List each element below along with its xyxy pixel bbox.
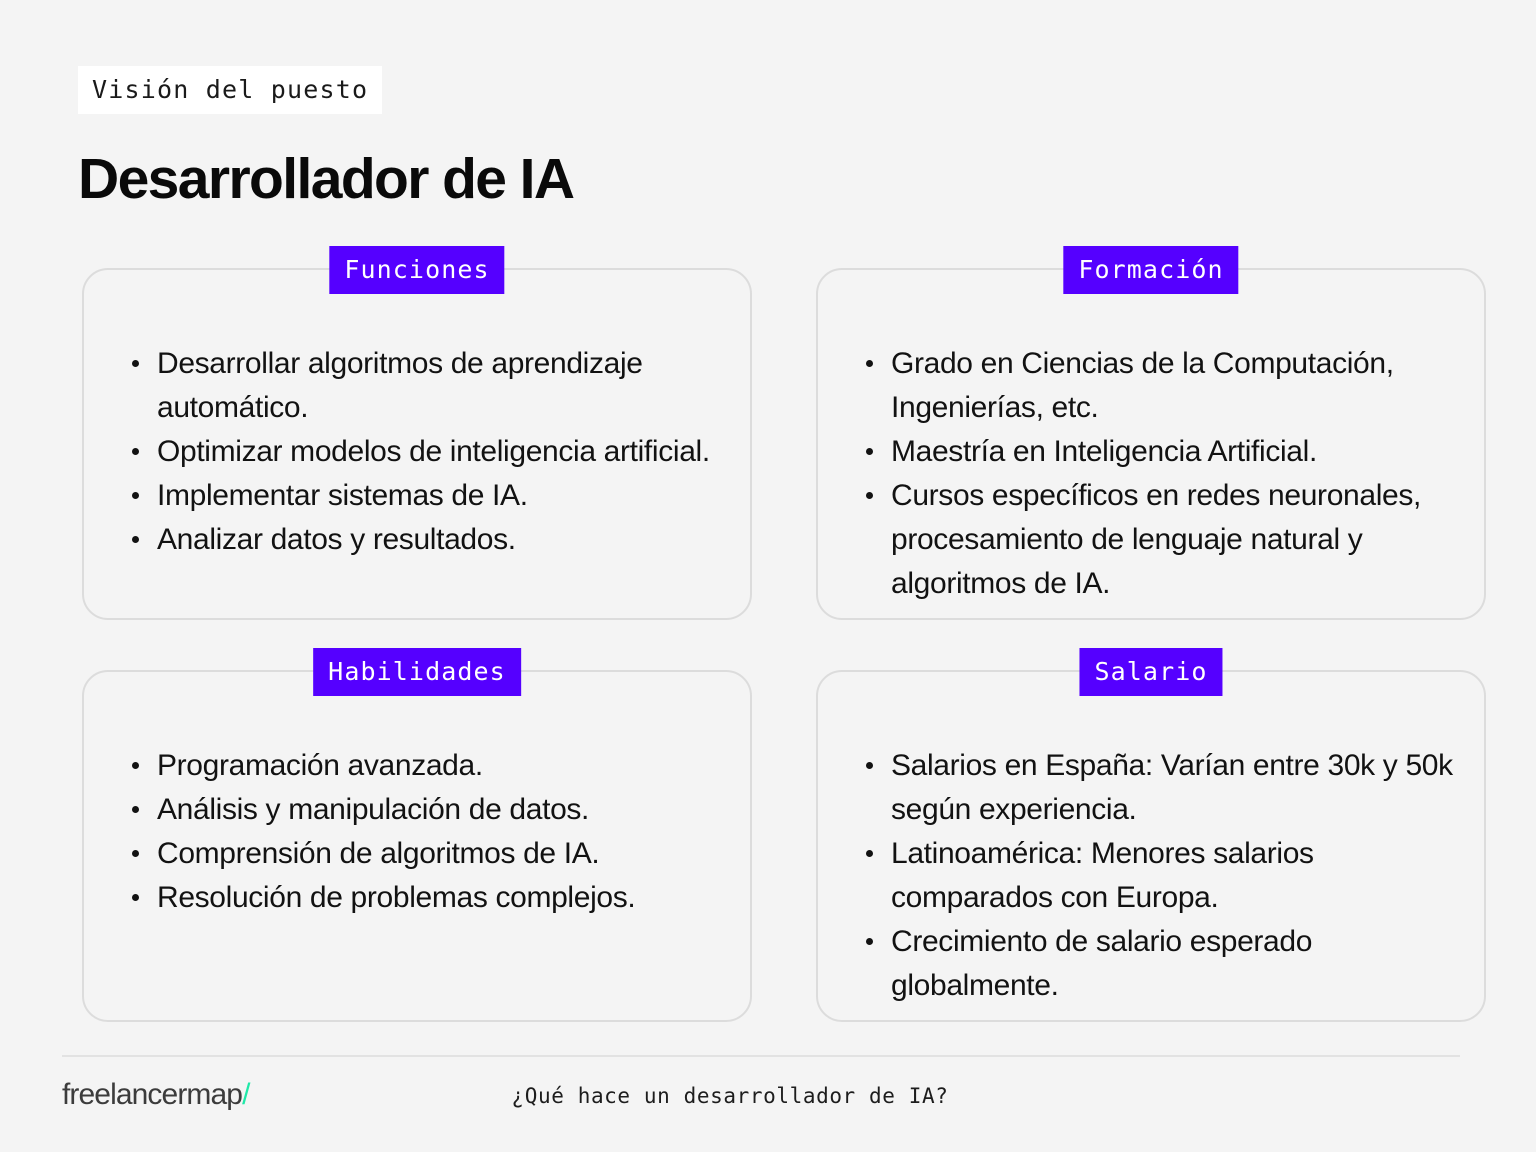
footer-divider xyxy=(62,1055,1460,1057)
list-item xyxy=(864,744,1456,832)
eyebrow-label: Visión del puesto xyxy=(78,66,382,114)
card-formacion xyxy=(816,255,1486,620)
list-item xyxy=(864,342,1456,430)
bullet-dot-icon xyxy=(132,806,139,813)
bullet-list-habilidades xyxy=(130,744,722,920)
list-item-text: Maestría en Inteligencia Artificial. xyxy=(891,435,1317,469)
list-item-text: Cursos específicos en redes neuronales, procesamiento de lenguaje natural y algoritmos de IA. xyxy=(891,479,1421,601)
bullet-dot-icon xyxy=(132,448,139,455)
card-body-funciones xyxy=(84,270,750,586)
bullet-dot-icon xyxy=(866,448,873,455)
bullet-dot-icon xyxy=(866,850,873,857)
footer-caption: ¿Qué hace un desarrollador de IA? xyxy=(511,1084,949,1108)
list-item xyxy=(130,832,722,876)
list-item xyxy=(864,474,1456,606)
bullet-dot-icon xyxy=(132,894,139,901)
list-item xyxy=(130,474,722,518)
list-item-text: Programación avanzada. xyxy=(157,749,483,782)
card-body-salario xyxy=(818,672,1484,1033)
bullet-dot-icon xyxy=(132,850,139,857)
list-item xyxy=(130,430,722,474)
card-badge-habilidades: Habilidades xyxy=(313,648,521,696)
list-item-text: Análisis y manipulación de datos. xyxy=(157,793,590,827)
page-header xyxy=(78,66,1478,211)
list-item-text: Analizar datos y resultados. xyxy=(157,523,516,557)
bullet-list-formacion xyxy=(864,342,1456,607)
card-body-formacion xyxy=(818,270,1484,631)
bullet-list-funciones xyxy=(130,342,722,562)
list-item-text: Salarios en España: Varían entre 30k y 50k según experiencia. xyxy=(891,749,1453,827)
list-item xyxy=(864,832,1456,920)
logo-wordmark: freelancermap xyxy=(62,1078,243,1111)
list-item-text: Resolución de problemas complejos. xyxy=(157,881,636,915)
list-item xyxy=(864,920,1456,1008)
card-funciones xyxy=(82,255,752,620)
list-item-text: Implementar sistemas de IA. xyxy=(157,479,528,513)
page-footer xyxy=(62,1080,1460,1130)
page-title: Desarrollador de IA xyxy=(78,147,574,211)
cards-grid xyxy=(82,255,1486,1022)
bullet-dot-icon xyxy=(132,762,139,769)
list-item-text: Optimizar modelos de inteligencia artificial. xyxy=(157,435,710,469)
card-badge-formacion: Formación xyxy=(1063,246,1238,294)
list-item-text: Comprensión de algoritmos de IA. xyxy=(157,837,600,871)
list-item xyxy=(130,788,722,832)
list-item-text: Latinoamérica: Menores salarios comparados con Europa. xyxy=(891,837,1314,915)
bullet-dot-icon xyxy=(866,492,873,499)
bullet-list-salario xyxy=(864,744,1456,1009)
card-body-habilidades xyxy=(84,672,750,944)
bullet-dot-icon xyxy=(132,536,139,543)
bullet-dot-icon xyxy=(866,938,873,945)
card-habilidades xyxy=(82,657,752,1022)
card-badge-salario: Salario xyxy=(1079,648,1222,696)
bullet-dot-icon xyxy=(866,360,873,367)
list-item xyxy=(130,744,722,788)
logo-slash-icon: / xyxy=(242,1078,250,1111)
list-item-text: Desarrollar algoritmos de aprendizaje automático. xyxy=(157,347,643,425)
list-item-text: Grado en Ciencias de la Computación, Ingenierías, etc. xyxy=(891,347,1394,425)
list-item xyxy=(130,876,722,920)
bullet-dot-icon xyxy=(132,492,139,499)
list-item xyxy=(130,342,722,430)
card-badge-funciones: Funciones xyxy=(329,246,504,294)
list-item-text: Crecimiento de salario esperado globalmente. xyxy=(891,925,1313,1003)
card-salario xyxy=(816,657,1486,1022)
bullet-dot-icon xyxy=(132,360,139,367)
list-item xyxy=(864,430,1456,474)
bullet-dot-icon xyxy=(866,762,873,769)
list-item xyxy=(130,518,722,562)
